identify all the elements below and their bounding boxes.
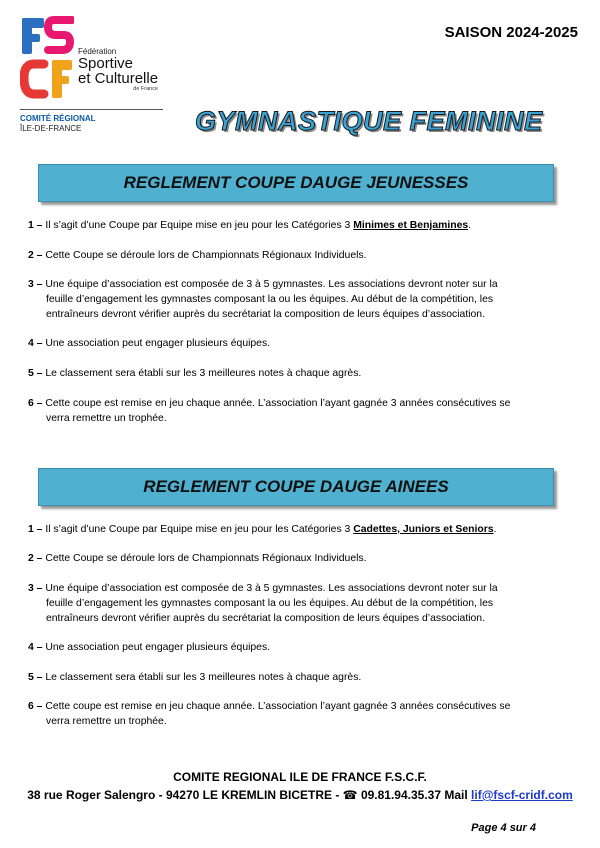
section-2-rule-1 — [28, 522, 544, 537]
fscf-logo-mark-icon — [20, 16, 74, 102]
rule-text: Cette Coupe se déroule lors de Championnats Régionaux Individuels. — [42, 553, 367, 564]
section-2-rule-4 — [28, 640, 544, 655]
section-1-title: REGLEMENT COUPE DAUGE JEUNESSES — [123, 173, 469, 192]
footer-phone: 09.81.94.35.37 Mail — [357, 788, 472, 802]
logo-line-4: de France — [133, 86, 159, 92]
footer-email-link[interactable]: lif@fscf-cridf.com — [471, 788, 573, 802]
section-1-rule-6 — [28, 396, 544, 426]
rule-number: 2 – — [28, 250, 43, 261]
rule-after: . — [493, 524, 497, 535]
discipline-title: GYMNASTIQUE FEMININE — [195, 106, 543, 136]
logo-text — [78, 48, 158, 93]
section-2-rule-2 — [28, 551, 544, 566]
telephone-icon: ☎ — [342, 788, 358, 802]
rule-text: Une association peut engager plusieurs équipes. — [42, 642, 271, 653]
rule-number: 6 – — [28, 701, 43, 712]
section-1-banner — [38, 164, 554, 202]
section-2-rule-6 — [28, 699, 544, 729]
section-2-banner — [38, 468, 554, 506]
rule-text: Il s’agit d’une Coupe par Equipe mise en jeu pour les Catégories 3 — [42, 220, 354, 231]
logo-region-name: ÎLE-DE-FRANCE — [20, 124, 82, 133]
logo-region-title: COMITÉ RÉGIONAL — [20, 114, 96, 123]
rule-number: 5 – — [28, 368, 43, 379]
rule-text: Le classement sera établi sur les 3 meilleures notes à chaque agrès. — [42, 672, 362, 683]
rule-continuation: feuille d’engagement les gymnastes composant la ou les équipes. Au début de la compétition, les entraîneurs devront vérifier auprès du secrétariat la composition de leurs équipes d’association. — [46, 598, 494, 624]
footer-contact — [0, 788, 600, 802]
rule-number: 4 – — [28, 338, 43, 349]
section-2-rule-3 — [28, 581, 544, 626]
rule-number: 5 – — [28, 672, 43, 683]
rule-text: Cette Coupe se déroule lors de Championnats Régionaux Individuels. — [42, 250, 367, 261]
rule-number: 1 – — [28, 524, 43, 535]
rule-number: 1 – — [28, 220, 43, 231]
rule-text: Une équipe d’association est composée de 3 à 5 gymnastes. Les associations devront noter sur la — [42, 583, 498, 594]
rule-text: Le classement sera établi sur les 3 meilleures notes à chaque agrès. — [42, 368, 362, 379]
rule-text: Cette coupe est remise en jeu chaque année. L’association l’ayant gagnée 3 années consécutives se — [42, 701, 511, 712]
rule-number: 3 – — [28, 583, 43, 594]
page-number: Page 4 sur 4 — [471, 822, 536, 834]
rule-number: 3 – — [28, 279, 43, 290]
section-1-rule-5 — [28, 366, 544, 381]
section-1-rule-4 — [28, 336, 544, 351]
rule-text: Il s’agit d’une Coupe par Equipe mise en jeu pour les Catégories 3 — [42, 524, 354, 535]
section-2-title: REGLEMENT COUPE DAUGE AINEES — [143, 477, 449, 496]
rule-after: . — [468, 220, 472, 231]
section-1-rule-1 — [28, 218, 544, 233]
rule-continuation: verra remettre un trophée. — [46, 413, 167, 424]
section-1-rule-2 — [28, 248, 544, 263]
fscf-logo — [20, 16, 170, 136]
section-1-rule-3 — [28, 277, 544, 322]
rule-highlight: Cadettes, Juniors et Seniors — [353, 524, 494, 535]
rule-highlight: Minimes et Benjamines — [353, 220, 469, 231]
rule-number: 6 – — [28, 398, 43, 409]
season-label: SAISON 2024-2025 — [444, 24, 578, 41]
logo-line-3: et Culturelle — [78, 70, 159, 87]
rule-number: 2 – — [28, 553, 43, 564]
logo-line-1: Fédération — [78, 47, 117, 56]
footer-address: 38 rue Roger Salengro - 94270 LE KREMLIN BICETRE - — [27, 788, 343, 802]
rule-continuation: verra remettre un trophée. — [46, 716, 167, 727]
rule-text: Cette coupe est remise en jeu chaque année. L’association l’ayant gagnée 3 années consécutives se — [42, 398, 511, 409]
rule-text: Une équipe d’association est composée de 3 à 5 gymnastes. Les associations devront noter sur la — [42, 279, 498, 290]
rule-text: Une association peut engager plusieurs équipes. — [42, 338, 271, 349]
logo-line-2: Sportive — [78, 55, 134, 72]
footer-organization: COMITE REGIONAL ILE DE FRANCE F.S.C.F. — [173, 770, 427, 784]
rule-number: 4 – — [28, 642, 43, 653]
section-2-rule-5 — [28, 670, 544, 685]
logo-divider — [20, 109, 163, 110]
rule-continuation: feuille d’engagement les gymnastes composant la ou les équipes. Au début de la compétition, les entraîneurs devront vérifier auprès du secrétariat la composition de leurs équipes d’association. — [46, 294, 494, 320]
